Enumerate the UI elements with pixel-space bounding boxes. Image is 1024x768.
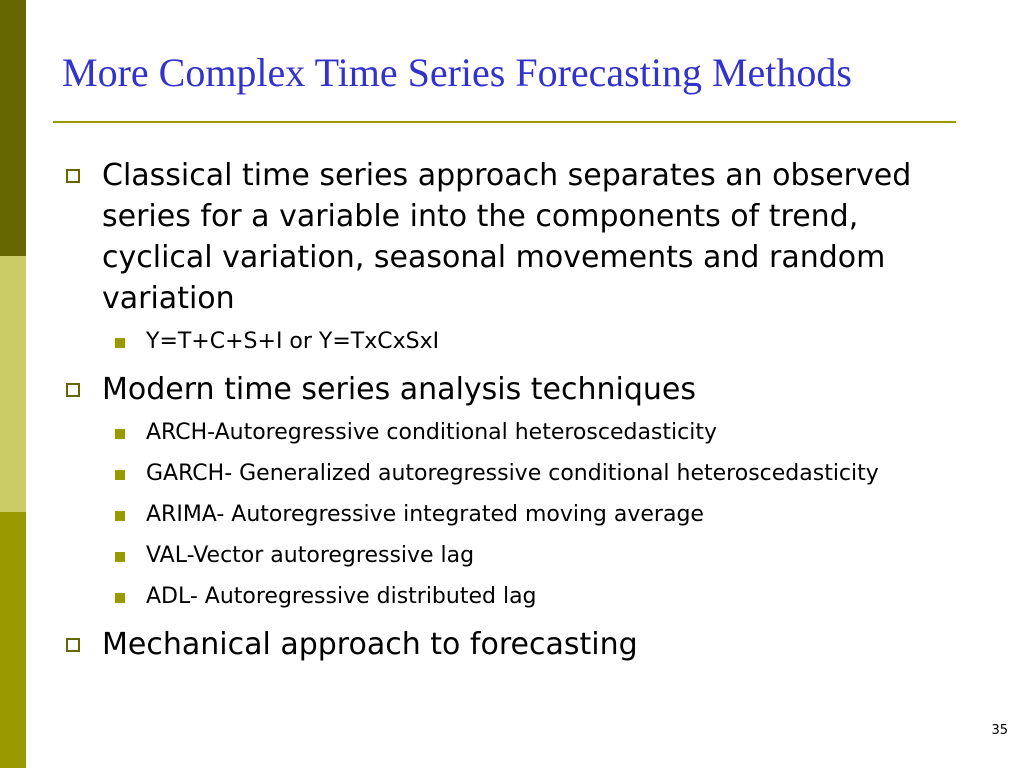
sub-bullet-item	[0, 580, 886, 614]
sub-bullet-text: VAL-Vector autoregressive lag	[146, 543, 475, 568]
sub-bullet-text: ARIMA- Autoregressive integrated moving average	[146, 502, 704, 527]
sub-bullet-text: GARCH- Generalized autoregressive conditional heteroscedasticity	[146, 461, 879, 486]
bullet-text: Classical time series approach separates an observed series for a variable into the components of trend, cyclical variation, seasonal movements and random variation	[102, 158, 912, 316]
sub-bullet-text: ADL- Autoregressive distributed lag	[146, 584, 537, 609]
hollow-square-bullet-icon	[66, 638, 80, 652]
hollow-square-bullet-icon	[66, 383, 80, 397]
sub-bullet-item	[0, 416, 886, 450]
bullet-text: Mechanical approach to forecasting	[102, 627, 638, 662]
hollow-square-bullet-icon	[66, 169, 80, 183]
slide-title: More Complex Time Series Forecasting Methods	[62, 50, 852, 95]
sub-bullet-list	[0, 416, 1024, 614]
filled-square-bullet-icon	[115, 429, 125, 439]
bullet-text: Modern time series analysis techniques	[102, 372, 697, 407]
sub-bullet-list	[0, 325, 1024, 359]
sub-bullet-item	[0, 498, 886, 532]
filled-square-bullet-icon	[115, 470, 125, 480]
filled-square-bullet-icon	[115, 338, 125, 348]
filled-square-bullet-icon	[115, 511, 125, 521]
title-divider	[53, 121, 956, 123]
sub-bullet-text: Y=T+C+S+I or Y=TxCxSxI	[146, 329, 440, 354]
sub-bullet-text: ARCH-Autoregressive conditional heteroscedasticity	[146, 420, 717, 445]
bullet-item	[0, 624, 952, 665]
sub-bullet-item	[0, 539, 886, 573]
sub-bullet-item	[0, 325, 886, 359]
bullet-list	[0, 155, 1024, 671]
filled-square-bullet-icon	[115, 552, 125, 562]
sub-bullet-item	[0, 457, 886, 491]
page-number: 35	[991, 723, 1008, 738]
bullet-item	[0, 155, 952, 319]
bullet-item	[0, 369, 952, 410]
filled-square-bullet-icon	[115, 593, 125, 603]
